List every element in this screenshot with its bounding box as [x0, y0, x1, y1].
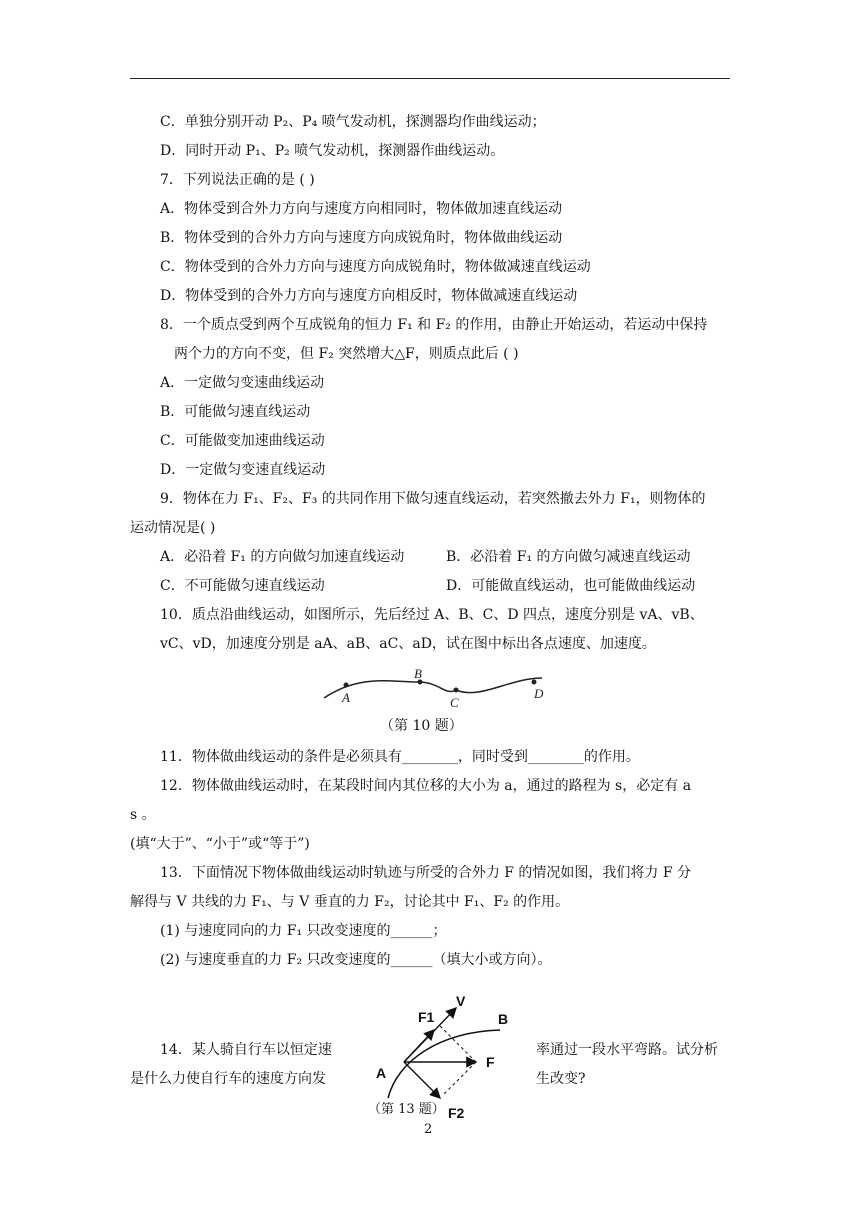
question-13-line1: 13．下面情况下物体做曲线运动时轨迹与所受的合外力 F 的情况如图，我们将力 F 分 — [160, 865, 692, 881]
label-f1: F1 — [418, 1009, 435, 1025]
figure-13-caption: （第 13 题） — [368, 1102, 445, 1117]
option-6c: C．单独分别开动 P₂、P₄ 喷气发动机，探测器均作曲线运动； — [160, 114, 546, 130]
option-7b: B．物体受到的合外力方向与速度方向成锐角时，物体做曲线运动 — [160, 230, 563, 246]
label-d: D — [534, 686, 544, 701]
label-c: C — [450, 695, 459, 710]
question-9-line1: 9．物体在力 F₁、F₂、F₃ 的共同作用下做匀速直线运动，若突然撤去外力 F₁，则物体的 — [160, 491, 706, 507]
label-b: B — [498, 1011, 509, 1027]
question-14-line1b: 率通过一段水平弯路。试分析 — [536, 1042, 718, 1058]
question-10-line1: 10．质点沿曲线运动，如图所示，先后经过 A、B、C、D 四点，速度分别是 vA、vB、 — [160, 607, 704, 623]
f1-arrow — [404, 1030, 434, 1062]
option-8d: D．一定做匀变速直线运动 — [160, 462, 326, 478]
label-a: A — [342, 690, 350, 705]
dashed-line-lower — [442, 1062, 476, 1096]
f2-arrow — [404, 1062, 440, 1098]
question-14-line2b: 生改变? — [536, 1071, 586, 1087]
question-14-line1a: 14．某人骑自行车以恒定速 — [160, 1042, 332, 1058]
question-13-part2: (2) 与速度垂直的力 F₂ 只改变速度的______（填大小或方向）。 — [160, 952, 552, 968]
question-8-line2: 两个力的方向不变，但 F₂ 突然增大△F，则质点此后 ( ) — [174, 346, 519, 362]
option-9a: A．必沿着 F₁ 的方向做匀加速直线运动 — [160, 549, 405, 565]
question-13-line2: 解得与 V 共线的力 F₁、与 V 垂直的力 F₂，讨论其中 F₁、F₂ 的作用。 — [130, 894, 570, 910]
trajectory-curve — [388, 1030, 500, 1098]
label-v: V — [456, 993, 466, 1009]
label-a: A — [376, 1065, 387, 1081]
question-10-line2: vC、vD，加速度分别是 aA、aB、aC、aD，试在图中标出各点速度、加速度。 — [160, 636, 656, 652]
dashed-line-upper — [440, 1026, 476, 1062]
option-9d: D．可能做直线运动，也可能做曲线运动 — [446, 578, 696, 594]
question-7: 7．下列说法正确的是 ( ) — [160, 172, 315, 188]
point-a — [344, 683, 349, 688]
figure-10-caption: （第 10 题） — [380, 718, 463, 734]
header-rule — [130, 78, 730, 79]
option-9b: B．必沿着 F₁ 的方向做匀减速直线运动 — [446, 549, 691, 565]
point-d — [532, 680, 537, 685]
question-12-line2: s 。 — [130, 807, 156, 823]
option-8b: B．可能做匀速直线运动 — [160, 404, 311, 420]
option-7a: A．物体受到合外力方向与速度方向相同时，物体做加速直线运动 — [160, 201, 563, 217]
point-c — [454, 688, 459, 693]
question-12-line1: 12．物体做曲线运动时，在某段时间内其位移的大小为 a，通过的路程为 s，必定有 a — [160, 778, 692, 794]
option-6d: D．同时开动 P₁、P₂ 喷气发动机，探测器作曲线运动。 — [160, 143, 505, 159]
question-11: 11．物体做曲线运动的条件是必须具有________，同时受到________的作用。 — [160, 749, 640, 765]
label-f: F — [486, 1054, 495, 1070]
option-8c: C．可能做变加速曲线运动 — [160, 433, 325, 449]
question-9-line2: 运动情况是( ) — [130, 520, 216, 536]
option-8a: A．一定做匀变速曲线运动 — [160, 375, 325, 391]
question-8-line1: 8．一个质点受到两个互成锐角的恒力 F₁ 和 F₂ 的作用，由静止开始运动，若运动中保持 — [160, 317, 708, 333]
label-b: B — [414, 666, 422, 681]
question-12-hint: (填“大于”、“小于”或“等于”) — [130, 836, 310, 852]
question-14-line2a: 是什么力使自行车的速度方向发 — [130, 1071, 326, 1087]
label-f2: F2 — [448, 1105, 465, 1120]
option-9c: C．不可能做匀速直线运动 — [160, 578, 325, 594]
page-number: 2 — [424, 1122, 433, 1137]
curve-figure-10 — [320, 660, 560, 710]
option-7d: D．物体受到的合外力方向与速度方向相反时，物体做减速直线运动 — [160, 288, 578, 304]
question-13-part1: (1) 与速度同向的力 F₁ 只改变速度的______； — [160, 923, 447, 939]
option-7c: C．物体受到的合外力方向与速度方向成锐角时，物体做减速直线运动 — [160, 259, 591, 275]
